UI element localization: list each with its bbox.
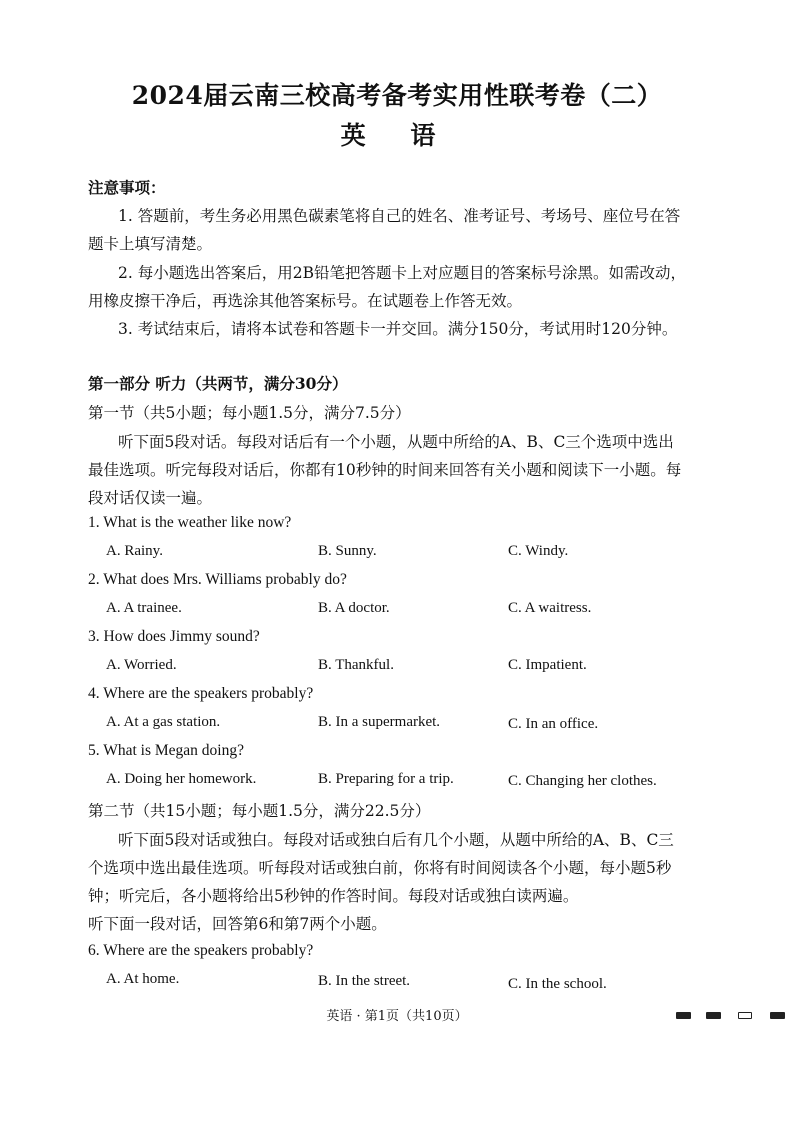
note-3: 3. 考试结束后，请将本试卷和答题卡一并交回。满分150分，考试用时120分钟。 (118, 320, 678, 338)
section2-instruction-line-1: 听下面5段对话或独白。每段对话或独白后有几个小题，从题中所给的A、B、C三 (118, 831, 674, 849)
question-3-option-a: A. Worried. (106, 657, 177, 673)
question-4-stem: 4. Where are the speakers probably? (88, 685, 314, 702)
question-2-option-a: A. A trainee. (106, 600, 182, 616)
note-2-line-2: 用橡皮擦干净后，再选涂其他答案标号。在试题卷上作答无效。 (88, 292, 523, 310)
question-5-option-b: B. Preparing for a trip. (318, 771, 454, 787)
section2-instruction-line-3: 钟；听完后，各小题将给出5秒钟的作答时间。每段对话或独白读两遍。 (88, 887, 579, 905)
question-6-option-b: B. In the street. (318, 973, 411, 989)
question-1-stem: 1. What is the weather like now? (88, 514, 292, 531)
note-2-line-1: 2. 每小题选出答案后，用2B铅笔把答题卡上对应题目的答案标号涂黑。如需改动， (118, 264, 686, 282)
mark-hollow (738, 1012, 752, 1019)
question-2-option-c: C. A waitress. (508, 600, 592, 616)
question-1-option-b: B. Sunny. (318, 543, 377, 559)
question-1-option-a: A. Rainy. (106, 543, 163, 559)
mark-filled (770, 1012, 785, 1019)
note-1-line-2: 题卡上填写清楚。 (88, 235, 213, 253)
section2-sub-instruction: 听下面一段对话，回答第6和第7两个小题。 (88, 915, 387, 933)
part1-heading: 第一部分 听力（共两节，满分30分） (88, 374, 348, 393)
page-marks (676, 1012, 786, 1022)
exam-title: 2024届云南三校高考备考实用性联考卷（二） (131, 81, 663, 110)
notes-heading: 注意事项： (88, 178, 166, 197)
note-1-line-1: 1. 答题前，考生务必用黑色碳素笔将自己的姓名、准考证号、考场号、座位号在答 (118, 207, 681, 225)
question-5-option-a: A. Doing her homework. (106, 771, 257, 787)
page-footer: 英语 · 第1页（共10页） (326, 1009, 468, 1024)
question-1-option-c: C. Windy. (508, 543, 569, 559)
question-3-option-b: B. Thankful. (318, 657, 394, 673)
question-5-stem: 5. What is Megan doing? (88, 742, 244, 759)
mark-filled (676, 1012, 691, 1019)
question-2-stem: 2. What does Mrs. Williams probably do? (88, 571, 347, 588)
section1-heading: 第一节（共5小题；每小题1.5分，满分7.5分） (88, 404, 411, 422)
section2-heading: 第二节（共15小题；每小题1.5分，满分22.5分） (88, 802, 431, 820)
question-6-option-c: C. In the school. (508, 976, 607, 992)
section2-instruction-line-2: 个选项中选出最佳选项。听每段对话或独白前，你将有时间阅读各个小题，每小题5秒 (88, 859, 672, 877)
question-4-option-b: B. In a supermarket. (318, 714, 441, 730)
question-6-option-a: A. At home. (106, 971, 180, 987)
section1-instruction-line-3: 段对话仅读一遍。 (88, 489, 213, 507)
question-4-option-c: C. In an office. (508, 716, 599, 732)
question-3-stem: 3. How does Jimmy sound? (88, 628, 260, 645)
question-3-option-c: C. Impatient. (508, 657, 587, 673)
subject-title: 英 语 (340, 121, 454, 150)
mark-filled (706, 1012, 721, 1019)
question-5-option-c: C. Changing her clothes. (508, 773, 657, 789)
section1-instruction-line-2: 最佳选项。听完每段对话后，你都有10秒钟的时间来回答有关小题和阅读下一小题。每 (88, 461, 682, 479)
question-6-stem: 6. Where are the speakers probably? (88, 942, 314, 959)
question-4-option-a: A. At a gas station. (106, 714, 221, 730)
question-2-option-b: B. A doctor. (318, 600, 390, 616)
section1-instruction-line-1: 听下面5段对话。每段对话后有一个小题，从题中所给的A、B、C三个选项中选出 (118, 433, 674, 451)
